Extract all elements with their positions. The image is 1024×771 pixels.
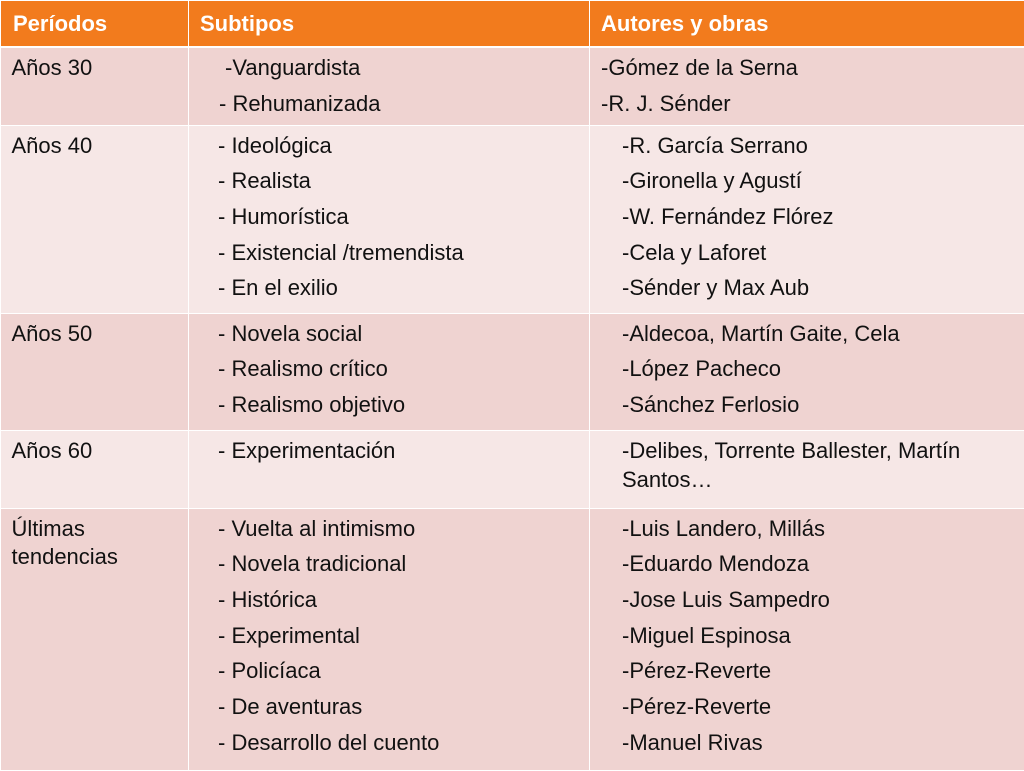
- list-item: - Humorística: [218, 199, 589, 235]
- list-item: -Eduardo Mendoza: [622, 546, 1024, 582]
- authors-list: [590, 314, 1024, 423]
- list-item: - En el exilio: [218, 270, 589, 306]
- list-item: -Luis Landero, Millás: [622, 511, 1024, 547]
- list-item: -W. Fernández Flórez: [622, 199, 1024, 235]
- authors-list: [590, 431, 1024, 494]
- table-row: [1, 313, 1024, 430]
- authors-list: [590, 126, 1024, 307]
- period-cell: Años 60: [1, 430, 189, 508]
- list-item: - Realismo objetivo: [218, 387, 589, 423]
- list-item: -López Pacheco: [622, 351, 1024, 387]
- period-cell: Años 40: [1, 125, 189, 313]
- list-item: - Novela tradicional: [218, 546, 589, 582]
- list-item: -Aldecoa, Martín Gaite, Cela: [622, 316, 1024, 352]
- list-item: - Desarrollo del cuento: [218, 725, 589, 761]
- list-item: -Pérez-Reverte: [622, 653, 1024, 689]
- period-cell: Años 30: [1, 47, 189, 125]
- list-item: -R. García Serrano: [622, 128, 1024, 164]
- list-item: - Policíaca: [218, 653, 589, 689]
- subtypes-list: [189, 314, 589, 423]
- list-item: - Existencial /tremendista: [218, 235, 589, 271]
- authors-cell: [590, 125, 1024, 313]
- list-item: -Gómez de la Serna: [601, 50, 1024, 86]
- list-item: - Experimentación: [218, 433, 589, 469]
- subtypes-cell: [189, 508, 590, 770]
- list-item: - Realista: [218, 163, 589, 199]
- subtypes-cell: [189, 125, 590, 313]
- period-cell: Últimas tendencias: [1, 508, 189, 770]
- list-item: - Rehumanizada: [219, 86, 589, 122]
- authors-cell: [590, 508, 1024, 770]
- list-item: - Novela social: [218, 316, 589, 352]
- list-item: -Miguel Espinosa: [622, 618, 1024, 654]
- list-item: -Gironella y Agustí: [622, 163, 1024, 199]
- subtypes-cell: [189, 47, 590, 125]
- list-item: -Sénder y Max Aub: [622, 270, 1024, 306]
- subtypes-list: [189, 126, 589, 307]
- table-header-row: [1, 1, 1024, 48]
- list-item: - Histórica: [218, 582, 589, 618]
- list-item: - Ideológica: [218, 128, 589, 164]
- table-row: [1, 508, 1024, 770]
- list-item: -Cela y Laforet: [622, 235, 1024, 271]
- list-item: - Experimental: [218, 618, 589, 654]
- table-row: [1, 430, 1024, 508]
- list-item: -Delibes, Torrente Ballester, Martín Santos…: [622, 433, 1024, 494]
- subtypes-cell: [189, 313, 590, 430]
- list-item: - Vuelta al intimismo: [218, 511, 589, 547]
- table-row: [1, 47, 1024, 125]
- list-item: -Manuel Rivas: [622, 725, 1024, 761]
- header-subtypes: Subtipos: [189, 1, 590, 48]
- header-authors: Autores y obras: [590, 1, 1024, 48]
- subtypes-list: [189, 431, 589, 469]
- authors-list: [590, 509, 1024, 761]
- authors-cell: [590, 47, 1024, 125]
- period-cell: Años 50: [1, 313, 189, 430]
- list-item: - Realismo crítico: [218, 351, 589, 387]
- list-item: -Vanguardista: [225, 50, 589, 86]
- list-item: -Jose Luis Sampedro: [622, 582, 1024, 618]
- list-item: -Pérez-Reverte: [622, 689, 1024, 725]
- list-item: - De aventuras: [218, 689, 589, 725]
- header-periods: Períodos: [1, 1, 189, 48]
- list-item: -R. J. Sénder: [601, 86, 1024, 122]
- subtypes-cell: [189, 430, 590, 508]
- authors-cell: [590, 313, 1024, 430]
- table-row: [1, 125, 1024, 313]
- subtypes-list: [189, 509, 589, 761]
- authors-cell: [590, 430, 1024, 508]
- list-item: -Sánchez Ferlosio: [622, 387, 1024, 423]
- subtypes-list: [189, 48, 589, 121]
- authors-list: [590, 48, 1024, 121]
